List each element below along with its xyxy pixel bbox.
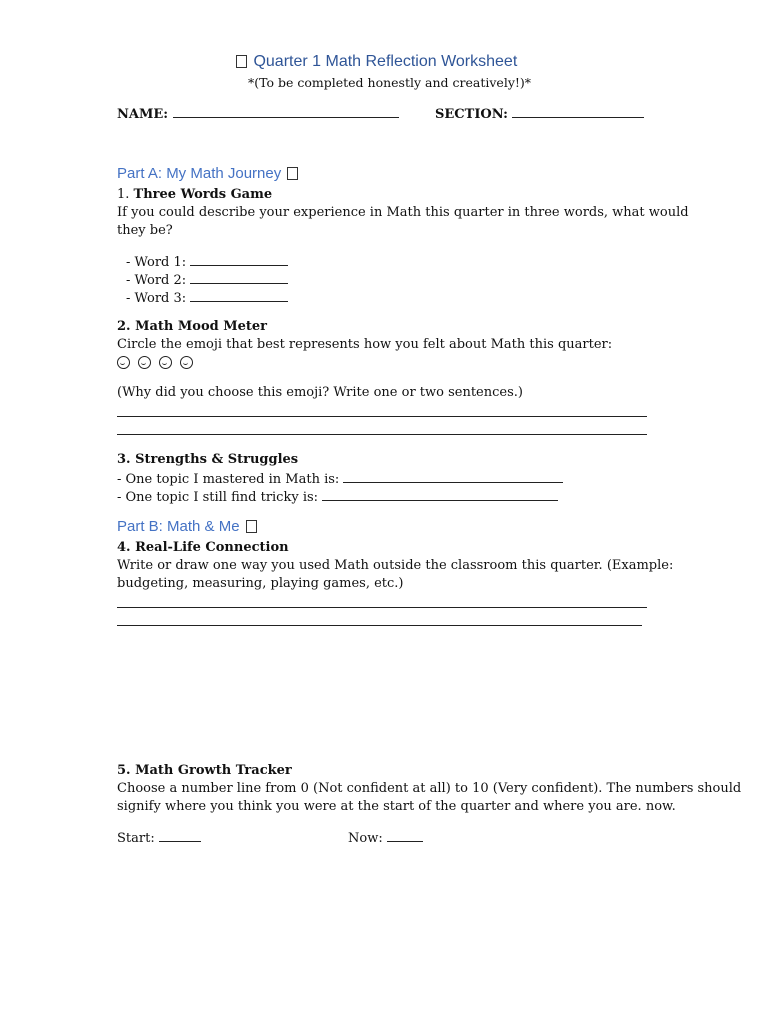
start-label: Start: [117, 831, 155, 846]
part-a-heading-text: Part A: My Math Journey [117, 165, 282, 182]
grinning-emoji-icon[interactable] [117, 356, 130, 369]
start-field [117, 829, 201, 847]
emoji-row [117, 356, 197, 373]
q1-text-line2: they be? [117, 223, 173, 238]
sunglasses-emoji-icon[interactable] [180, 356, 193, 369]
sweat-smile-emoji-icon[interactable] [159, 356, 172, 369]
word-3-item [126, 289, 288, 307]
smiling-emoji-icon[interactable] [138, 356, 151, 369]
q4-text-line2: budgeting, measuring, playing games, etc.) [117, 576, 404, 591]
answer-line[interactable] [117, 434, 647, 435]
page-title [234, 52, 517, 72]
name-label: NAME: [117, 107, 169, 122]
q5-text-line2: signify where you think you were at the start of the quarter and where you are. now. [117, 799, 676, 814]
word-2-label: - Word 2: [126, 273, 187, 288]
part-a-heading [117, 164, 300, 184]
part-b-heading-text: Part B: Math & Me [117, 518, 240, 535]
q4-text-line1: Write or draw one way you used Math outside the classroom this quarter. (Example: [117, 558, 674, 573]
q3-item-1-label: - One topic I mastered in Math is: [117, 472, 340, 487]
part-b-heading [117, 517, 259, 537]
now-label: Now: [348, 831, 383, 846]
q3-item-2-label: - One topic I still find tricky is: [117, 490, 319, 505]
name-blank[interactable] [173, 105, 399, 118]
missing-glyph-icon [287, 167, 298, 180]
q3-title: 3. Strengths & Struggles [117, 452, 299, 467]
answer-line[interactable] [117, 416, 647, 417]
q2-followup: (Why did you choose this emoji? Write one or two sentences.) [117, 385, 523, 400]
q2-title: 2. Math Mood Meter [117, 319, 268, 334]
q1-heading [117, 187, 272, 203]
q3-item-2-blank[interactable] [322, 488, 558, 501]
q3-item-2 [117, 488, 558, 506]
q1-text-line1: If you could describe your experience in Math this quarter in three words, what would [117, 205, 689, 220]
word-2-item [126, 271, 288, 289]
q1-title: Three Words Game [133, 187, 273, 202]
now-blank[interactable] [387, 829, 423, 842]
missing-glyph-icon [246, 520, 257, 533]
q5-text-line1: Choose a number line from 0 (Not confident at all) to 10 (Very confident). The numbers should [117, 781, 742, 796]
q5-title: 5. Math Growth Tracker [117, 763, 292, 778]
q3-item-1 [117, 470, 563, 488]
now-field [348, 829, 423, 847]
section-field [435, 105, 644, 123]
word-1-item [126, 253, 288, 271]
q2-text: Circle the emoji that best represents how you felt about Math this quarter: [117, 337, 613, 352]
q4-title: 4. Real-Life Connection [117, 540, 289, 555]
page-subtitle: *(To be completed honestly and creatively!)* [248, 75, 532, 90]
missing-glyph-icon [236, 55, 247, 68]
word-3-blank[interactable] [190, 289, 288, 302]
word-1-label: - Word 1: [126, 255, 187, 270]
page-title-text: Quarter 1 Math Reflection Worksheet [253, 53, 518, 70]
word-2-blank[interactable] [190, 271, 288, 284]
word-3-label: - Word 3: [126, 291, 187, 306]
name-field [117, 105, 399, 123]
section-blank[interactable] [512, 105, 644, 118]
answer-line[interactable] [117, 607, 647, 608]
word-1-blank[interactable] [190, 253, 288, 266]
q3-item-1-blank[interactable] [343, 470, 563, 483]
section-label: SECTION: [435, 107, 508, 122]
q1-number: 1. [117, 187, 130, 202]
start-blank[interactable] [159, 829, 201, 842]
answer-line[interactable] [117, 625, 642, 626]
